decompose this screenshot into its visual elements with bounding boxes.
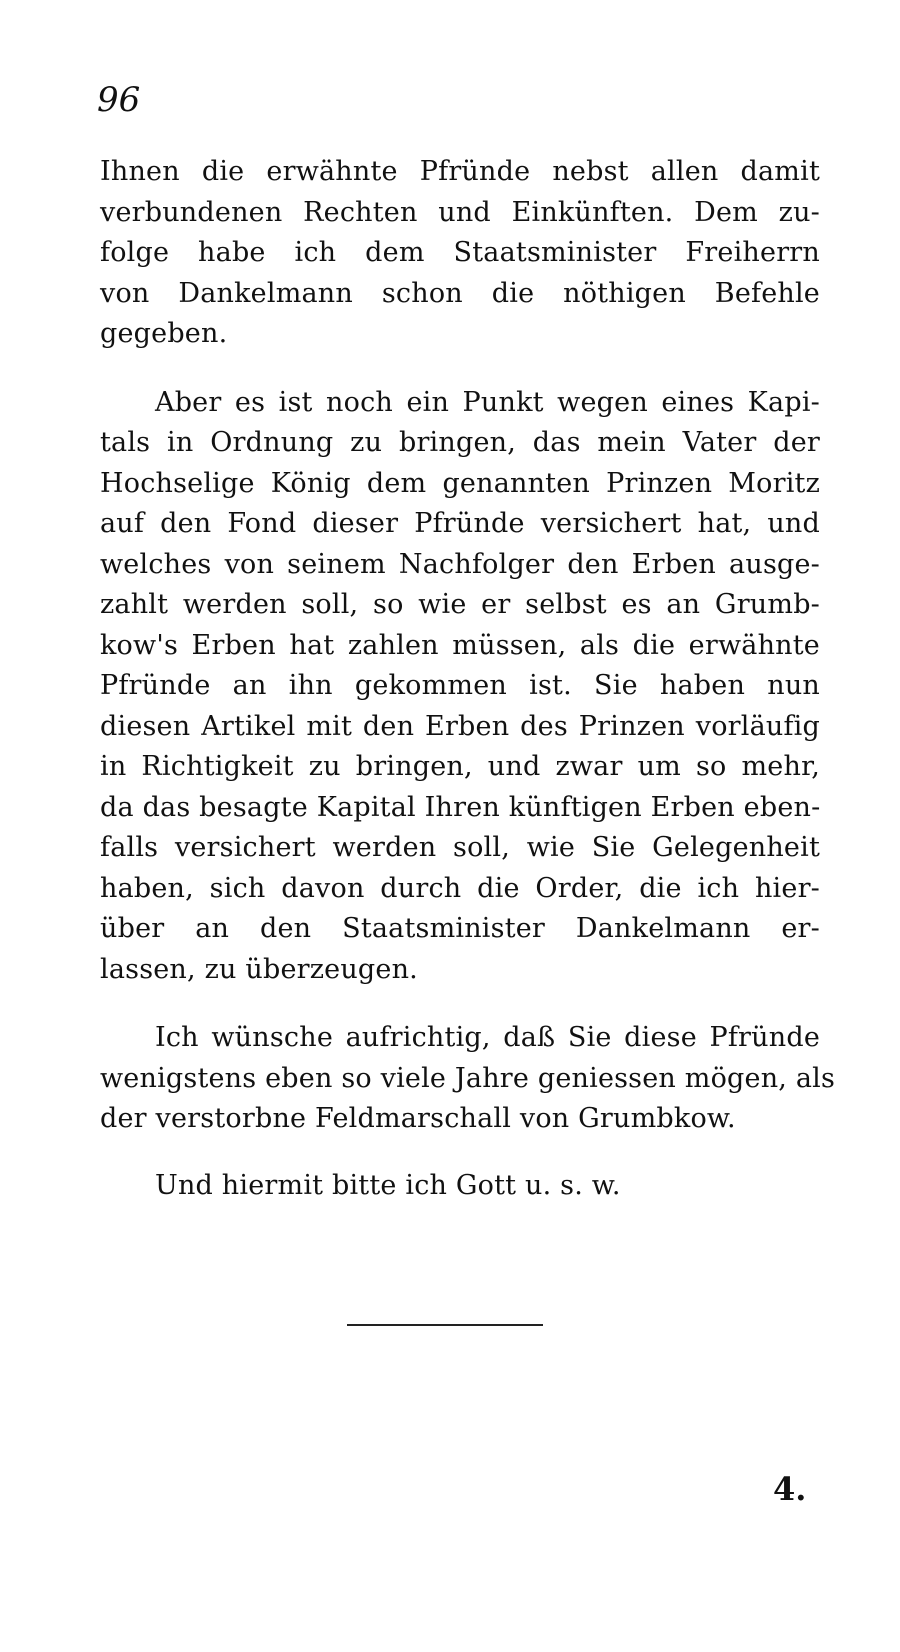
text-line: Ihnen die erwähnte Pfründe nebst allen damit	[100, 156, 820, 187]
text-line: tals in Ordnung zu bringen, das mein Vater der	[100, 427, 820, 458]
paragraph-gap	[100, 990, 820, 1018]
text-line: gegeben.	[100, 318, 228, 349]
paragraph-gap	[100, 355, 820, 383]
text-line: diesen Artikel mit den Erben des Prinzen vorläufig	[100, 710, 820, 742]
text-line: Pfründe an ihn gekommen ist. Sie haben nun	[100, 670, 820, 701]
text-line: Ich wünsche aufrichtig, daß Sie diese Pfründe	[155, 1022, 820, 1053]
page-number: 96	[97, 80, 141, 120]
text-line: falls versichert werden soll, wie Sie Gelegenheit	[100, 832, 820, 863]
paragraph-2	[100, 383, 820, 991]
text-line: da das besagte Kapital Ihren künftigen Erben eben-	[100, 791, 821, 823]
text-line: zahlt werden soll, so wie er selbst es an Grumb-	[100, 589, 820, 620]
closing-paragraph	[100, 1166, 820, 1207]
text-line: Aber es ist noch ein Punkt wegen eines Kapi-	[155, 386, 820, 418]
body-text	[100, 152, 836, 1206]
text-line: haben, sich davon durch die Order, die ich hier-	[100, 872, 820, 904]
section-divider	[347, 1324, 543, 1326]
text-line: folge habe ich dem Staatsminister Freiherrn	[100, 237, 820, 268]
text-line: der verstorbne Feldmarschall von Grumbkow.	[100, 1103, 736, 1134]
text-line: lassen, zu überzeugen.	[100, 953, 418, 985]
signature-mark: 4.	[773, 1470, 807, 1508]
text-line: welches von seinem Nachfolger den Erben ausge-	[100, 548, 820, 580]
paragraph-3	[100, 1018, 836, 1140]
paragraph-1	[100, 152, 820, 355]
text-line: wenigstens eben so viele Jahre geniessen mögen, als	[100, 1062, 836, 1094]
text-line: auf den Fond dieser Pfründe versichert hat, und	[100, 508, 820, 539]
text-line: über an den Staatsminister Dankelmann er-	[100, 913, 820, 944]
closing-line: Und hiermit bitte ich Gott u. s. w.	[155, 1169, 621, 1201]
text-line: Hochselige König dem genannten Prinzen Moritz	[100, 467, 820, 499]
text-line: kow's Erben hat zahlen müssen, als die erwähnte	[100, 629, 820, 661]
text-line: verbundenen Rechten und Einkünften. Dem zu-	[100, 196, 820, 228]
text-line: von Dankelmann schon die nöthigen Befehle	[100, 277, 820, 309]
text-line: in Richtigkeit zu bringen, und zwar um so mehr,	[100, 751, 820, 782]
